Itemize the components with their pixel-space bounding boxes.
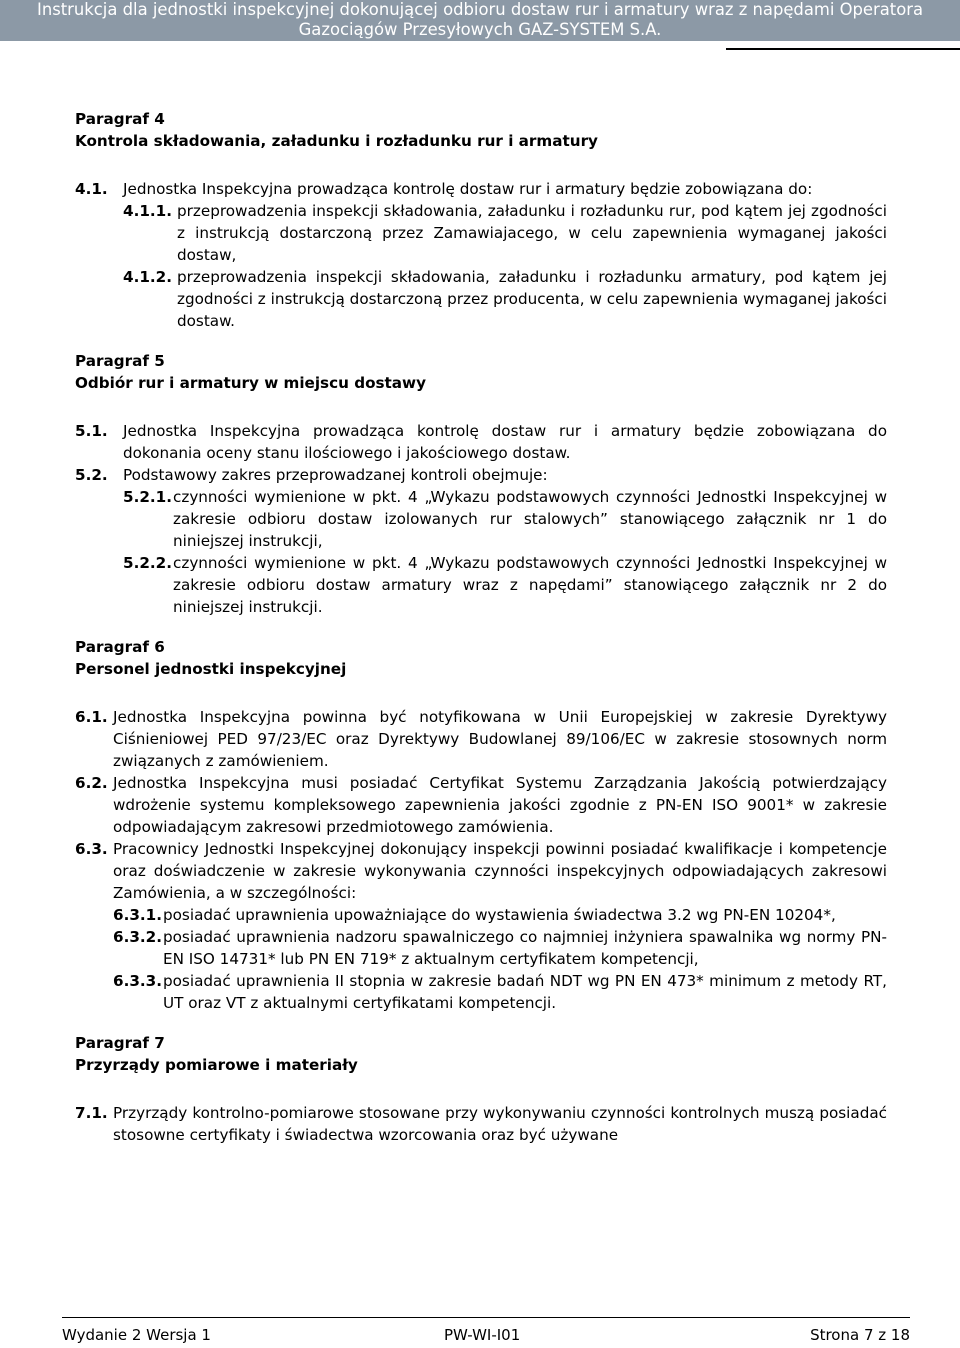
section-heading: Paragraf 6 (75, 638, 165, 656)
item-number: 6.1. (75, 708, 108, 726)
item-text: posiadać uprawnienia II stopnia w zakresie badań NDT wg PN EN 473* minimum z metody RT, UT oraz VT z aktualnymi certyfikatami kompetencji. (163, 972, 887, 1012)
item-number: 4.1.1. (123, 202, 173, 220)
list-item (75, 200, 887, 266)
footer-rule (62, 1317, 910, 1318)
section-heading: Paragraf 4 (75, 110, 165, 128)
item-text: przeprowadzenia inspekcji składowania, załadunku i rozładunku armatury, pod kątem jej zgodności z instrukcją dostarczoną przez producenta, w celu zapewnienia wymaganej jakości dostaw. (177, 268, 887, 330)
item-number: 6.2. (75, 774, 108, 792)
item-text: Jednostka Inspekcyjna musi posiadać Certyfikat Systemu Zarządzania Jakością potwierdzający wdrożenie systemu kompleksowego zapewnienia jakości zgodnie z PN-EN ISO 9001* w zakresie odpowiadającym zakresowi przedmiotowego zamówienia. (113, 774, 887, 836)
section-title: Odbiór rur i armatury w miejscu dostawy (75, 374, 426, 392)
list-item (75, 178, 887, 200)
item-text: posiadać uprawnienia nadzoru spawalniczego co najmniej inżyniera spawalnika wg normy PN-EN ISO 14731* lub PN EN 719* z aktualnym certyfikatem kompetencji, (163, 928, 887, 968)
list-item (75, 464, 887, 486)
item-number: 6.3.2. (113, 928, 163, 946)
item-number: 6.3.3. (113, 972, 163, 990)
section-paragraf-4 (75, 108, 887, 332)
footer-edition: Wydanie 2 Wersja 1 (62, 1326, 211, 1344)
spacer (75, 152, 887, 178)
list-item (75, 970, 887, 1014)
item-number: 5.2. (75, 466, 108, 484)
header-line-2: Gazociągów Przesyłowych GAZ-SYSTEM S.A. (298, 20, 662, 39)
list-item (75, 838, 887, 904)
item-text: Jednostka Inspekcyjna prowadząca kontrolę dostaw rur i armatury będzie zobowiązana do dokonania oceny stanu ilościowego i jakościowego dostaw. (123, 422, 887, 462)
section-heading: Paragraf 5 (75, 352, 165, 370)
item-text: Pracownicy Jednostki Inspekcyjnej dokonujący inspekcji powinni posiadać kwalifikacje i kompetencje oraz doświadczenie w zakresie wykonywania czynności inspekcyjnych odpowiadających zakresowi Zamówienia, a w szczególności: (113, 840, 887, 902)
footer-doc-code: PW-WI-I01 (444, 1326, 521, 1344)
page-footer (62, 1326, 910, 1348)
item-number: 4.1.2. (123, 268, 173, 286)
spacer (75, 1076, 887, 1102)
item-text: czynności wymienione w pkt. 4 „Wykazu podstawowych czynności Jednostki Inspekcyjnej w zakresie odbioru dostaw izolowanych rur stalowych” stanowiącego załącznik nr 1 do niniejszej instrukcji, (173, 488, 887, 550)
item-number: 6.3. (75, 840, 108, 858)
item-number: 6.3.1. (113, 906, 163, 924)
item-text: Jednostka Inspekcyjna prowadząca kontrolę dostaw rur i armatury będzie zobowiązana do: (123, 180, 813, 198)
footer-page-number: Strona 7 z 18 (810, 1326, 910, 1344)
section-heading: Paragraf 7 (75, 1034, 165, 1052)
list-item (75, 904, 887, 926)
list-item (75, 926, 887, 970)
list-item (75, 772, 887, 838)
item-number: 5.1. (75, 422, 108, 440)
spacer (75, 618, 887, 636)
item-text: czynności wymienione w pkt. 4 „Wykazu podstawowych czynności Jednostki Inspekcyjnej w zakresie odbioru dostaw armatury wraz z napędami” stanowiącego załącznik nr 2 do niniejszej instrukcji. (173, 554, 887, 616)
item-number: 7.1. (75, 1104, 108, 1122)
header-rule (726, 48, 960, 50)
list-item (75, 706, 887, 772)
section-title: Przyrządy pomiarowe i materiały (75, 1056, 358, 1074)
section-title: Kontrola składowania, załadunku i rozładunku rur i armatury (75, 132, 598, 150)
list-item (75, 486, 887, 552)
spacer (75, 332, 887, 350)
item-text: Podstawowy zakres przeprowadzanej kontroli obejmuje: (123, 466, 548, 484)
spacer (75, 394, 887, 420)
item-number: 5.2.1. (123, 488, 173, 506)
list-item (75, 552, 887, 618)
header-line-1: Instrukcja dla jednostki inspekcyjnej dokonującej odbioru dostaw rur i armatury wraz z napędami Operatora (36, 0, 924, 19)
list-item (75, 266, 887, 332)
spacer (75, 680, 887, 706)
section-title: Personel jednostki inspekcyjnej (75, 660, 347, 678)
spacer (75, 1014, 887, 1032)
section-paragraf-7 (75, 1032, 887, 1146)
list-item (75, 420, 887, 464)
item-text: posiadać uprawnienia upoważniające do wystawienia świadectwa 3.2 wg PN-EN 10204*, (163, 906, 836, 924)
list-item (75, 1102, 887, 1146)
item-text: Przyrządy kontrolno-pomiarowe stosowane przy wykonywaniu czynności kontrolnych muszą posiadać stosowne certyfikaty i świadectwa wzorcowania oraz być używane (113, 1104, 887, 1144)
running-header (0, 0, 960, 41)
item-number: 4.1. (75, 180, 108, 198)
document-body (75, 108, 887, 1146)
section-paragraf-5 (75, 350, 887, 618)
item-text: Jednostka Inspekcyjna powinna być notyfikowana w Unii Europejskiej w zakresie Dyrektywy Ciśnieniowej PED 97/23/EC oraz Dyrektywy Budowlanej 89/106/EC w zakresie stosownych norm związanych z zamówieniem. (113, 708, 887, 770)
section-paragraf-6 (75, 636, 887, 1014)
item-number: 5.2.2. (123, 554, 173, 572)
item-text: przeprowadzenia inspekcji składowania, załadunku i rozładunku rur, pod kątem jej zgodności z instrukcją dostarczoną przez Zamawiajacego, w celu zapewnienia wymaganej jakości dostaw, (177, 202, 887, 264)
